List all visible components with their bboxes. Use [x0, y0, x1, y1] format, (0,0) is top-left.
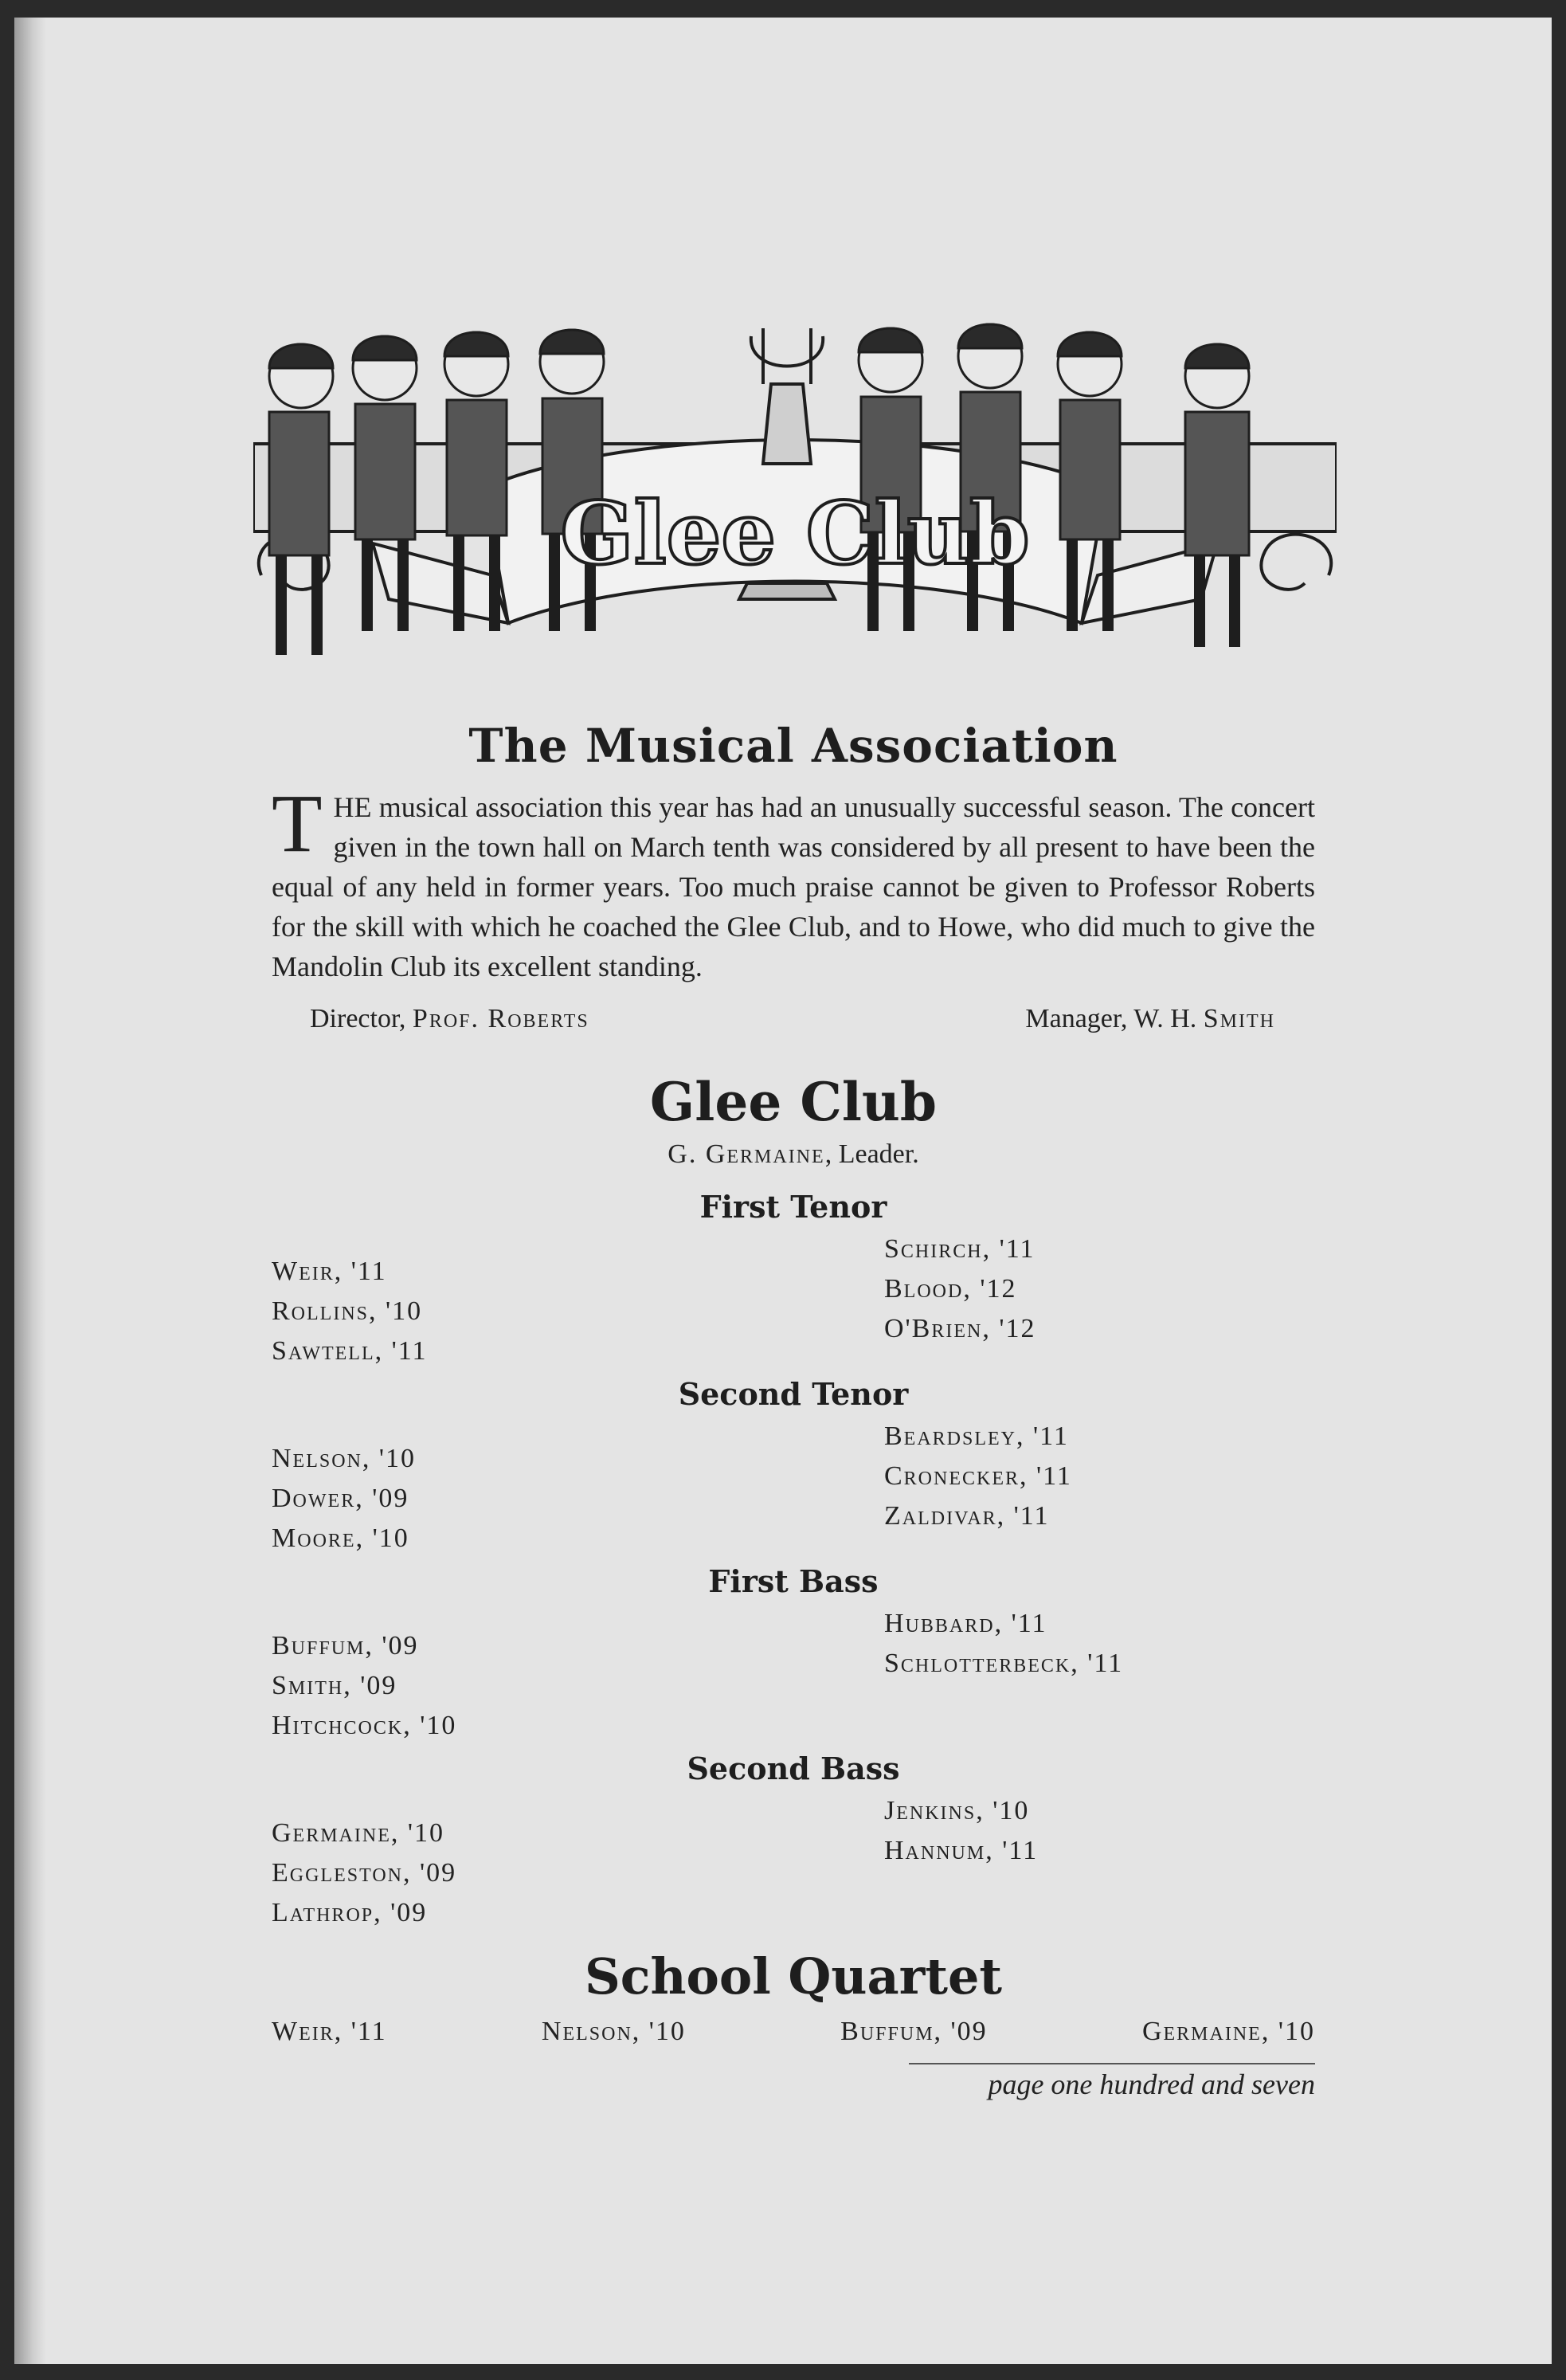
section-heading: First Tenor [699, 1189, 887, 1225]
member-name: Dower, '09 [272, 1484, 409, 1513]
section-heading: Second Tenor [678, 1376, 909, 1412]
right-roster [703, 1417, 1315, 1559]
member-name: Blood, '12 [884, 1274, 1017, 1304]
member-name: Nelson, '10 [272, 1444, 417, 1473]
right-roster [703, 1791, 1315, 1933]
member-name: Rollins, '10 [272, 1296, 423, 1326]
page-number-footer: page one hundred and seven [909, 2063, 1315, 2101]
left-roster [272, 1252, 703, 1371]
quartet-members [272, 2017, 1315, 2047]
glee-club-leader: G. Germaine, Leader. [668, 1139, 919, 1169]
yearbook-page [14, 18, 1552, 2364]
member-name: Jenkins, '10 [884, 1796, 1030, 1825]
drop-cap: T [272, 778, 323, 869]
member-name: Sawtell, '11 [272, 1336, 428, 1366]
quartet-member: Germaine, '10 [1141, 2017, 1315, 2046]
left-roster [272, 1626, 703, 1746]
voice-section-second-tenor [272, 1376, 1315, 1559]
member-name: Zaldivar, '11 [884, 1501, 1050, 1531]
director-credit: Director, Prof. Roberts [310, 1004, 589, 1033]
page-binding [14, 18, 46, 2364]
glee-club-banner-illustration [253, 312, 1337, 679]
member-name: Schirch, '11 [884, 1234, 1036, 1264]
association-body: HE musical association this year has had an unusually successful season. The concert given in the town hall on March tenth was considered by all present to have been the equal of any held in former years. Too much praise cannot be given to Professor Roberts for the skill with which he coached the Glee Club, and to Howe, who did much to give the Mandolin Club its excellent standing. [272, 791, 1315, 982]
school-quartet-heading: School Quartet [584, 1947, 1003, 2006]
member-name: Hitchcock, '10 [272, 1711, 457, 1740]
member-name: Beardsley, '11 [884, 1421, 1069, 1451]
member-name: O'Brien, '12 [884, 1314, 1036, 1343]
member-name: Smith, '09 [272, 1671, 397, 1700]
musical-association-heading: The Musical Association [468, 719, 1118, 773]
voice-section-second-bass [272, 1751, 1315, 1933]
quartet-member: Buffum, '09 [840, 2017, 988, 2046]
member-name: Germaine, '10 [272, 1818, 445, 1848]
association-paragraph [272, 778, 1315, 986]
member-name: Buffum, '09 [272, 1631, 419, 1661]
voice-section-first-bass [272, 1563, 1315, 1746]
member-name: Moore, '10 [272, 1523, 409, 1553]
banner-title: Glee Club [560, 484, 1030, 584]
staff-line [310, 1004, 1275, 1034]
quartet-member: Weir, '11 [272, 2017, 387, 2046]
right-roster [703, 1229, 1315, 1371]
left-roster [272, 1813, 703, 1933]
right-roster [703, 1604, 1315, 1746]
member-name: Hubbard, '11 [884, 1609, 1047, 1638]
section-heading: First Bass [708, 1563, 879, 1599]
manager-credit: Manager, W. H. Smith [1025, 1004, 1275, 1033]
quartet-member: Nelson, '10 [541, 2017, 686, 2046]
section-heading: Second Bass [687, 1751, 900, 1786]
page-content [272, 719, 1315, 2111]
member-name: Schlotterbeck, '11 [884, 1649, 1124, 1678]
member-name: Hannum, '11 [884, 1836, 1039, 1865]
member-name: Weir, '11 [272, 1257, 387, 1286]
member-name: Cronecker, '11 [884, 1461, 1072, 1491]
left-roster [272, 1439, 703, 1559]
voice-section-first-tenor [272, 1189, 1315, 1371]
member-name: Eggleston, '09 [272, 1858, 457, 1888]
glee-club-heading: Glee Club [649, 1071, 938, 1133]
member-name: Lathrop, '09 [272, 1898, 428, 1927]
